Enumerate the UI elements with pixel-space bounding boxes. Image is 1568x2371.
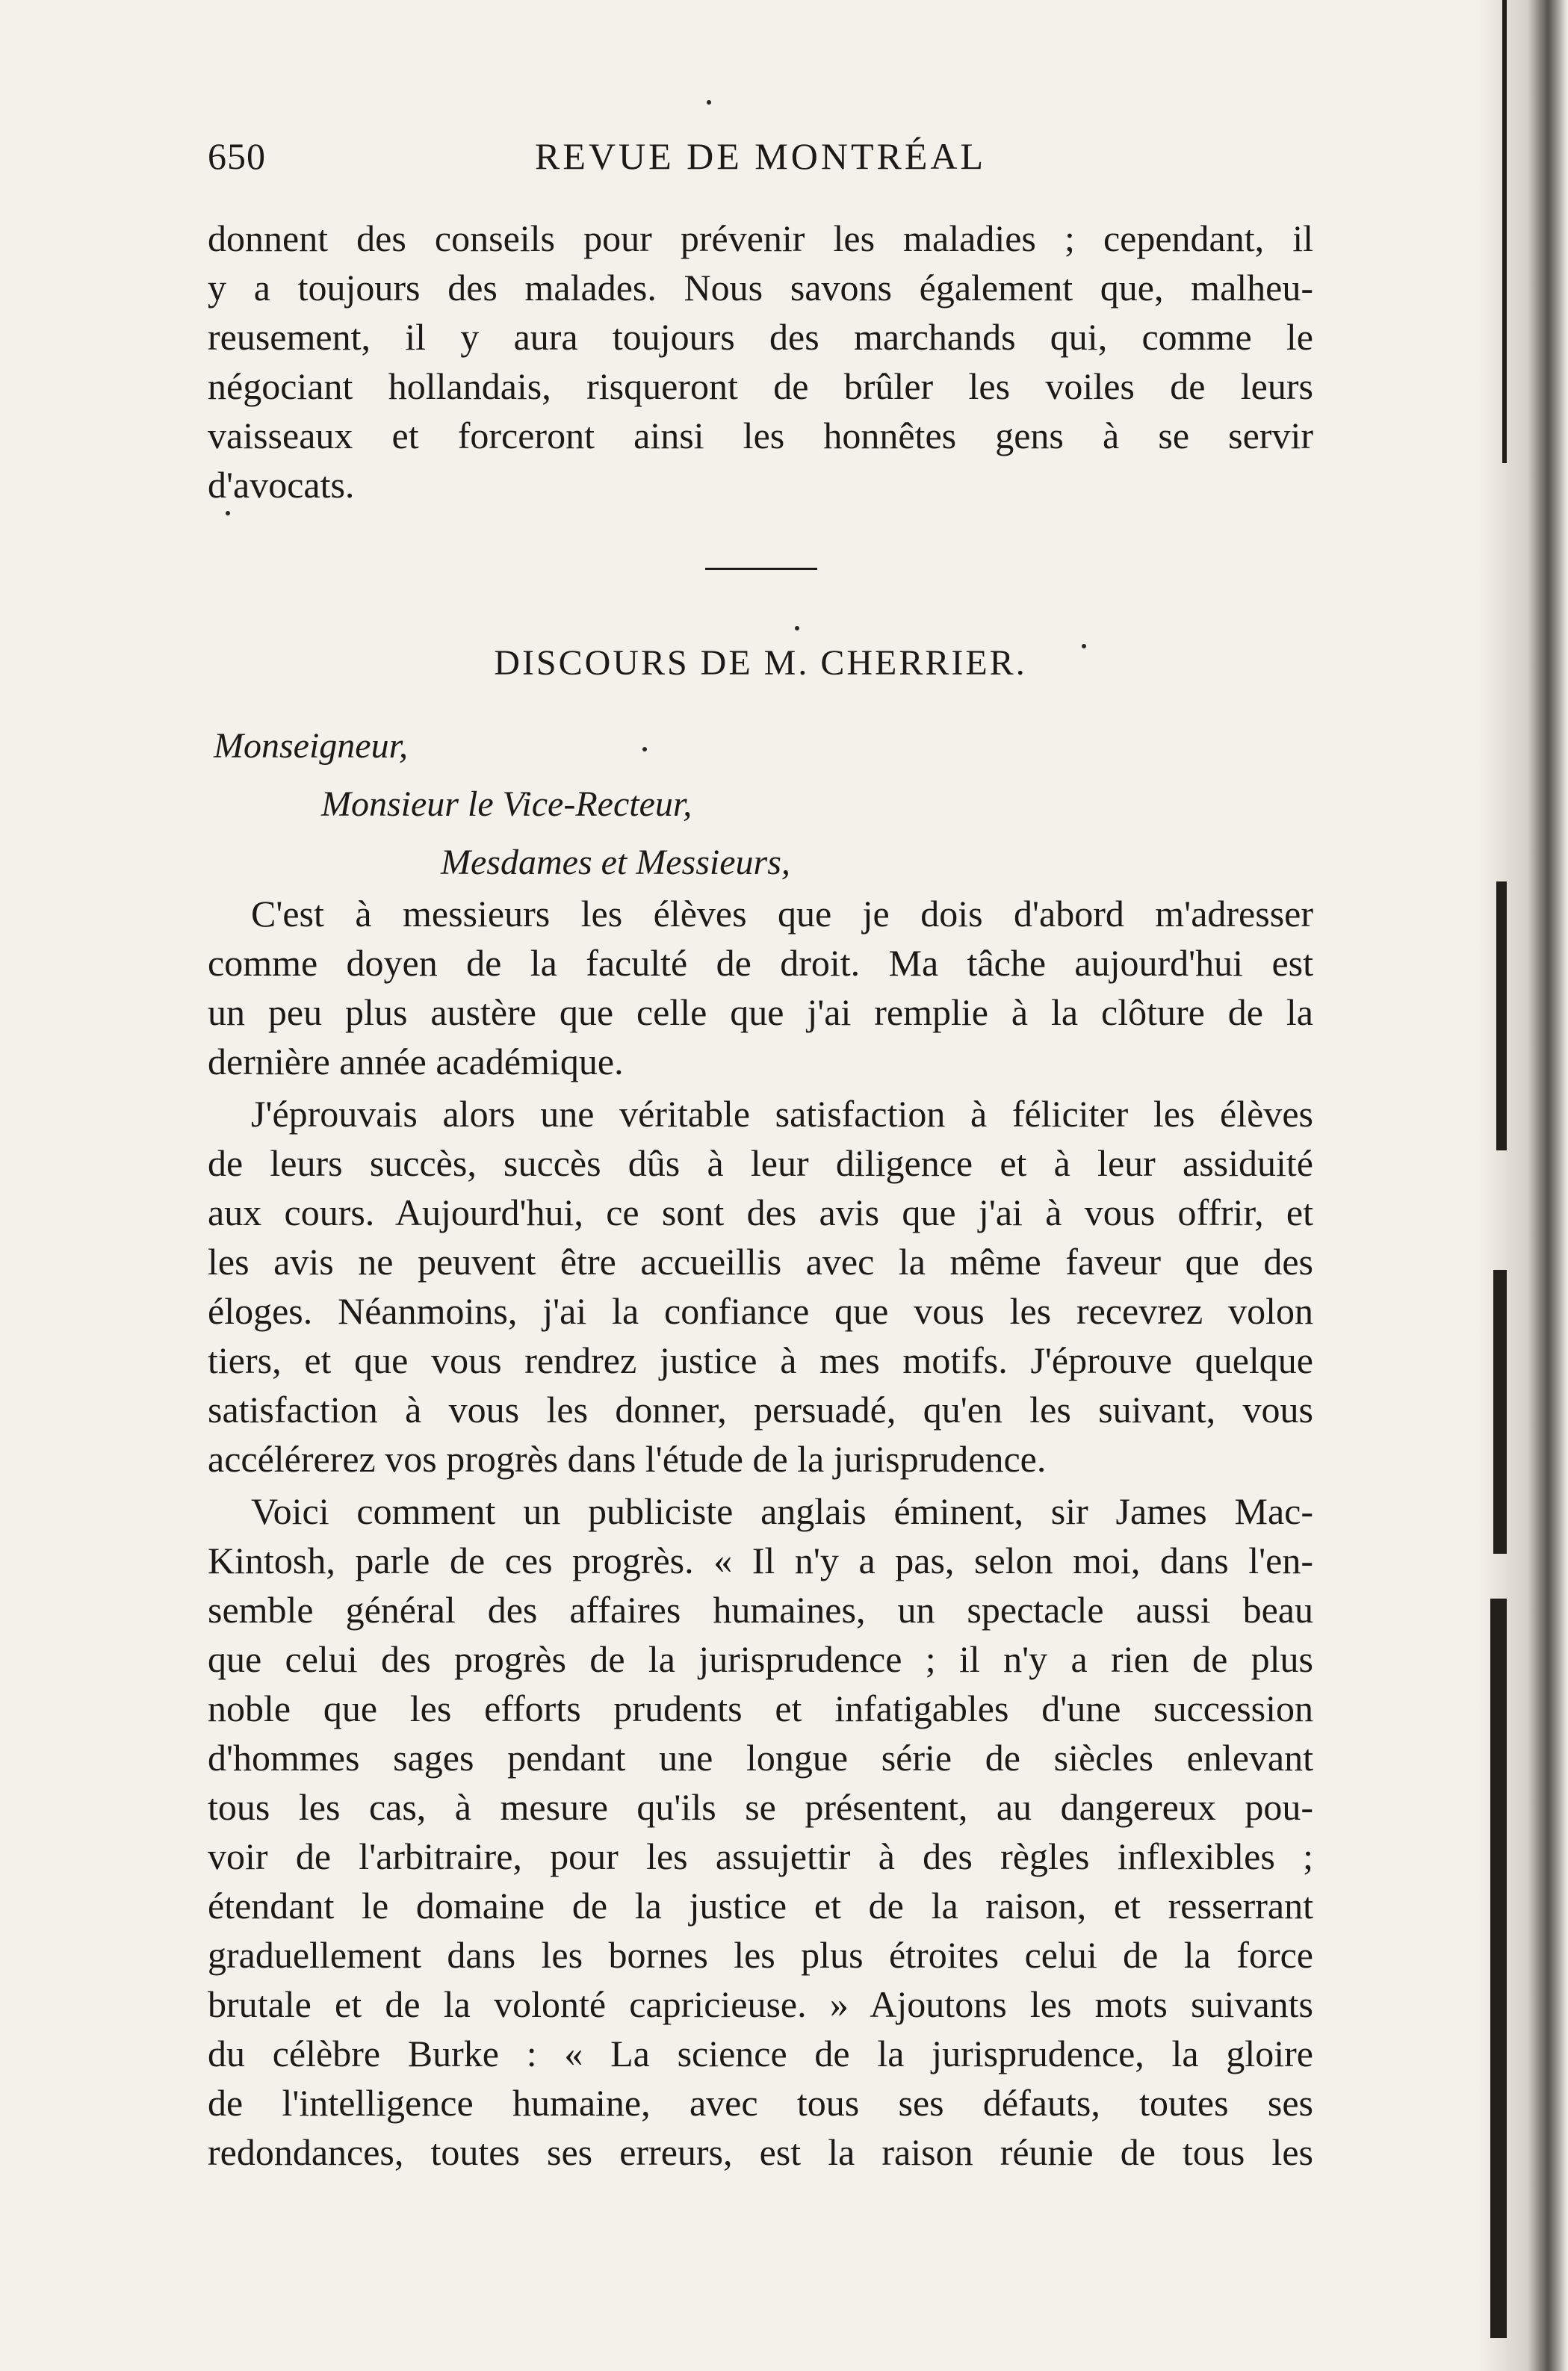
binding-edge-strip [1493, 1270, 1507, 1554]
text-line: de l'intelligence humaine, avec tous ses défauts, toutes ses [208, 2082, 1313, 2124]
ink-speck [1082, 644, 1086, 648]
section-title: DISCOURS DE M. CHERRIER. [494, 643, 1027, 683]
text-line: éloges. Néanmoins, j'ai la confiance que vous les recevrez volon [208, 1290, 1313, 1332]
text-line: étendant le domaine de la justice et de la raison, et resserrant [208, 1885, 1313, 1927]
paragraph-3 [208, 1487, 1313, 2177]
text-line: semble général des affaires humaines, un spectacle aussi beau [208, 1589, 1313, 1631]
text-line: vaisseaux et forceront ainsi les honnêtes gens à se servir [208, 415, 1313, 456]
text-line: reusement, il y aura toujours des marchands qui, comme le [208, 316, 1313, 358]
text-line: tiers, et que vous rendrez justice à mes motifs. J'éprouve quelque [208, 1339, 1313, 1381]
text-line: J'éprouvais alors une véritable satisfaction à féliciter les élèves [251, 1093, 1313, 1135]
text-line: noble que les efforts prudents et infatigables d'une succession [208, 1687, 1313, 1729]
text-line: les avis ne peuvent être accueillis avec la même faveur que des [208, 1241, 1313, 1283]
text-line: voir de l'arbitraire, pour les assujettir à des règles inflexibles ; [208, 1835, 1313, 1877]
ink-speck [642, 747, 647, 751]
paragraph-1 [208, 889, 1313, 1086]
text-line: brutale et de la volonté capricieuse. » Ajoutons les mots suivants [208, 1983, 1313, 2025]
ink-speck [226, 511, 230, 515]
text-line: graduellement dans les bornes les plus étroites celui de la force [208, 1934, 1313, 1976]
text-line: aux cours. Aujourd'hui, ce sont des avis que j'ai à vous offrir, et [208, 1191, 1313, 1233]
binding-edge-strip [1490, 1599, 1507, 2338]
text-line: C'est à messieurs les élèves que je dois d'abord m'adresser [251, 893, 1313, 935]
page-number: 650 [208, 135, 266, 177]
paragraph-2 [208, 1089, 1313, 1484]
text-line: donnent des conseils pour prévenir les maladies ; cependant, il [208, 217, 1313, 259]
binding-edge-strip [1496, 881, 1507, 1150]
text-line: d'hommes sages pendant une longue série de siècles enlevant [208, 1737, 1313, 1779]
binding-edge-strip [1502, 0, 1507, 463]
text-line: du célèbre Burke : « La science de la jurisprudence, la gloire [208, 2033, 1313, 2074]
text-line: satisfaction à vous les donner, persuadé, qu'en les suivant, vous [208, 1389, 1313, 1431]
text-line: Voici comment un publiciste anglais éminent, sir James Mac- [251, 1490, 1313, 1532]
salutation-monseigneur: Monseigneur, [214, 726, 408, 766]
ink-speck [795, 626, 799, 630]
salutation-mesdames: Mesdames et Messieurs, [441, 843, 790, 882]
text-line: comme doyen de la faculté de droit. Ma tâche aujourd'hui est [208, 942, 1313, 984]
text-line: y a toujours des malades. Nous savons également que, malheu- [208, 267, 1313, 309]
text-line: négociant hollandais, risqueront de brûler les voiles de leurs [208, 365, 1313, 407]
text-line: que celui des progrès de la jurisprudence ; il n'y a rien de plus [208, 1638, 1313, 1680]
section-divider [705, 568, 817, 570]
text-line: accélérerez vos progrès dans l'étude de la jurisprudence. [208, 1438, 1047, 1480]
text-line: dernière année académique. [208, 1041, 624, 1082]
text-line: un peu plus austère que celle que j'ai remplie à la clôture de la [208, 991, 1313, 1033]
running-title: REVUE DE MONTRÉAL [534, 135, 987, 177]
text-line: d'avocats. [208, 464, 355, 506]
continuation-paragraph [208, 214, 1313, 509]
text-line: redondances, toutes ses erreurs, est la raison réunie de tous les [208, 2131, 1313, 2173]
ink-speck [707, 100, 711, 105]
page-header [208, 134, 1313, 194]
salutation-vice-recteur: Monsieur le Vice-Recteur, [321, 784, 692, 824]
text-line: Kintosh, parle de ces progrès. « Il n'y a pas, selon moi, dans l'en- [208, 1540, 1313, 1581]
text-line: tous les cas, à mesure qu'ils se présentent, au dangereux pou- [208, 1786, 1313, 1828]
text-line: de leurs succès, succès dûs à leur diligence et à leur assiduité [208, 1142, 1313, 1184]
